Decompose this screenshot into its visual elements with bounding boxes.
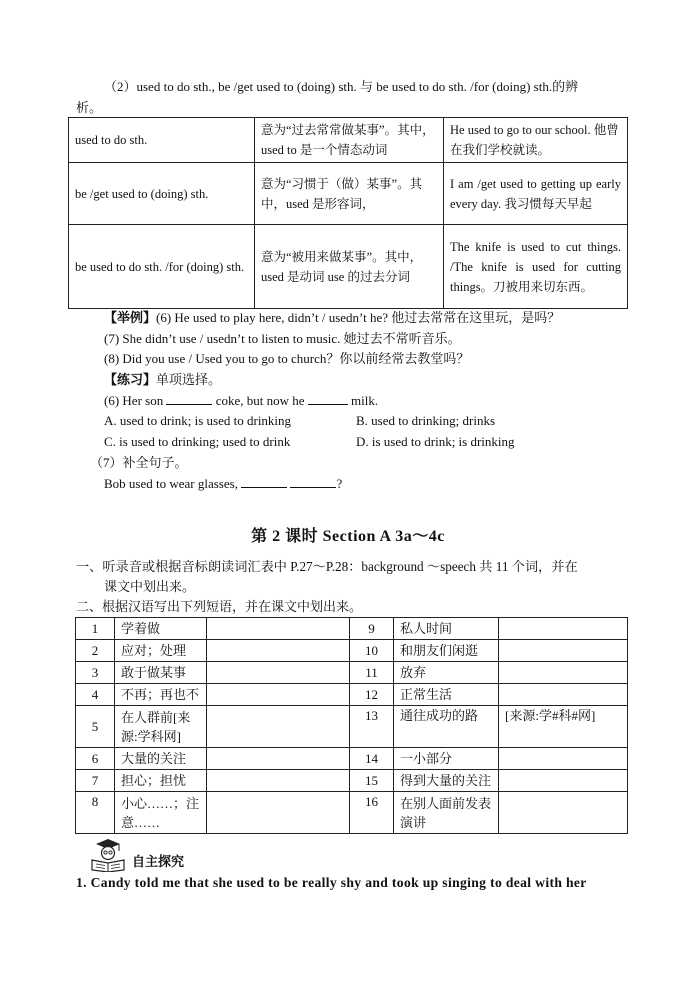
example-cell: I am /get used to getting up early every day. 我习惯每天早起: [444, 163, 628, 225]
meaning-cell: 意为“习惯于（做）某事”。其中，used 是形容词，: [255, 163, 444, 225]
practice-q7: [104, 475, 342, 493]
answer-cell[interactable]: [207, 792, 350, 834]
chinese-phrase: 放弃: [394, 662, 499, 684]
task-2: 二、根据汉语写出下列短语，并在课文中划出来。: [76, 599, 363, 614]
chinese-phrase: 学着做: [115, 618, 207, 640]
row-number: 13: [350, 706, 394, 748]
chinese-phrase: 敢于做某事: [115, 662, 207, 684]
example-cell: The knife is used to cut things. /The knife is used for cutting things。刀被用来切东西。: [444, 225, 628, 309]
chinese-phrase: 应对；处理: [115, 640, 207, 662]
phrase-cell: be used to do sth. /for (doing) sth.: [69, 225, 255, 309]
answer-blank[interactable]: [166, 392, 212, 405]
answer-cell[interactable]: [207, 770, 350, 792]
chinese-phrase: 正常生活: [394, 684, 499, 706]
answer-cell[interactable]: [来源:学#科#网]: [499, 706, 628, 748]
answer-blank[interactable]: [241, 475, 287, 488]
practice-tag: 【练习】: [104, 372, 157, 387]
answer-blank[interactable]: [308, 392, 348, 405]
practice-title: 单项选择。: [156, 372, 222, 387]
row-number: 6: [76, 748, 115, 770]
option-b[interactable]: B. used to drinking; drinks: [356, 413, 496, 428]
table-row: [76, 748, 628, 770]
practice-q7-heading: （7）补全句子。: [90, 455, 188, 470]
q7-part-a: Bob used to wear glasses,: [104, 476, 238, 491]
example-cell: He used to go to our school. 他曾在我们学校就读。: [444, 118, 628, 163]
answer-cell[interactable]: [499, 662, 628, 684]
practice-heading: [104, 371, 221, 389]
q6-part-b: coke, but now he: [215, 393, 305, 408]
example-6: [104, 309, 560, 327]
meaning-cell: 意为“过去常常做某事”。其中，used to 是一个情态动词: [255, 118, 444, 163]
answer-cell[interactable]: [499, 748, 628, 770]
chinese-phrase: 在别人面前发表演讲: [394, 792, 499, 834]
table-row: [76, 662, 628, 684]
chinese-phrase: 不再；再也不: [115, 684, 207, 706]
reading-student-icon: [88, 836, 128, 872]
row-number: 5: [76, 706, 115, 748]
intro-line-2: 析。: [76, 100, 103, 115]
chinese-phrase: 一小部分: [394, 748, 499, 770]
answer-cell[interactable]: [207, 618, 350, 640]
task-1-line-1: 一、听录音或根据音标朗读词汇表中 P.27～P.28：background ～speech 共 11 个词，并在: [76, 559, 578, 574]
row-number: 8: [76, 792, 115, 834]
table-row: [76, 640, 628, 662]
table-row: [69, 118, 628, 163]
example-8: (8) Did you use / Used you to go to church？你以前经常去教堂吗？: [104, 351, 470, 366]
row-number: 7: [76, 770, 115, 792]
phrase-cell: used to do sth.: [69, 118, 255, 163]
answer-cell[interactable]: [207, 640, 350, 662]
explore-question-1: 1. Candy told me that she used to be really shy and took up singing to deal with her: [76, 875, 587, 890]
intro-line-1: （2）used to do sth., be /get used to (doing) sth. 与 be used to do sth. /for (doing) sth.的辨: [104, 79, 579, 94]
vocab-table: [75, 617, 628, 834]
option-d[interactable]: D. is used to drink; is drinking: [356, 434, 515, 449]
option-a[interactable]: A. used to drink; is used to drinking: [104, 413, 292, 428]
row-number: 15: [350, 770, 394, 792]
table-row: [76, 684, 628, 706]
q7-part-b: ?: [336, 476, 343, 491]
row-number: 16: [350, 792, 394, 834]
row-number: 10: [350, 640, 394, 662]
answer-cell[interactable]: [207, 706, 350, 748]
practice-q6: [104, 392, 378, 410]
q6-part-a: (6) Her son: [104, 393, 164, 408]
table-row: [76, 770, 628, 792]
task-1-line-2: 课文中划出来。: [104, 579, 196, 594]
comparison-table: [68, 117, 628, 309]
table-row: [76, 706, 628, 748]
row-number: 1: [76, 618, 115, 640]
answer-cell[interactable]: [499, 640, 628, 662]
table-row: [69, 225, 628, 309]
row-number: 2: [76, 640, 115, 662]
table-row: [69, 163, 628, 225]
answer-cell[interactable]: [499, 684, 628, 706]
example-7: (7) She didn’t use / usedn’t to listen to music. 她过去不常听音乐。: [104, 331, 461, 346]
chinese-phrase: 和朋友们闲逛: [394, 640, 499, 662]
answer-cell[interactable]: [207, 748, 350, 770]
example-6-text: (6) He used to play here, didn’t / usedn’t he? 他过去常常在这里玩，是吗？: [156, 310, 561, 325]
answer-cell[interactable]: [499, 618, 628, 640]
row-number: 11: [350, 662, 394, 684]
answer-cell[interactable]: [499, 792, 628, 834]
answer-blank[interactable]: [290, 475, 336, 488]
table-row: [76, 792, 628, 834]
q6-part-c: milk.: [351, 393, 379, 408]
answer-cell[interactable]: [207, 662, 350, 684]
row-number: 4: [76, 684, 115, 706]
option-c[interactable]: C. is used to drinking; used to drink: [104, 434, 291, 449]
chinese-phrase: 得到大量的关注: [394, 770, 499, 792]
row-number: 3: [76, 662, 115, 684]
answer-cell[interactable]: [207, 684, 350, 706]
meaning-cell: 意为“被用来做某事”。其中，used 是动词 use 的过去分词: [255, 225, 444, 309]
chinese-phrase: 私人时间: [394, 618, 499, 640]
answer-cell[interactable]: [499, 770, 628, 792]
section-title: 第 2 课时 Section A 3a～4c: [251, 528, 445, 545]
row-number: 12: [350, 684, 394, 706]
chinese-phrase: 担心；担忧: [115, 770, 207, 792]
example-tag: 【举例】: [104, 310, 157, 325]
phrase-cell: be /get used to (doing) sth.: [69, 163, 255, 225]
chinese-phrase: 小心……；注意……: [115, 792, 207, 834]
row-number: 9: [350, 618, 394, 640]
chinese-phrase: 在人群前[来源:学科网]: [115, 706, 207, 748]
table-row: [76, 618, 628, 640]
explore-heading: 自主探究: [132, 854, 185, 869]
chinese-phrase: 大量的关注: [115, 748, 207, 770]
chinese-phrase: 通往成功的路: [394, 706, 499, 748]
row-number: 14: [350, 748, 394, 770]
